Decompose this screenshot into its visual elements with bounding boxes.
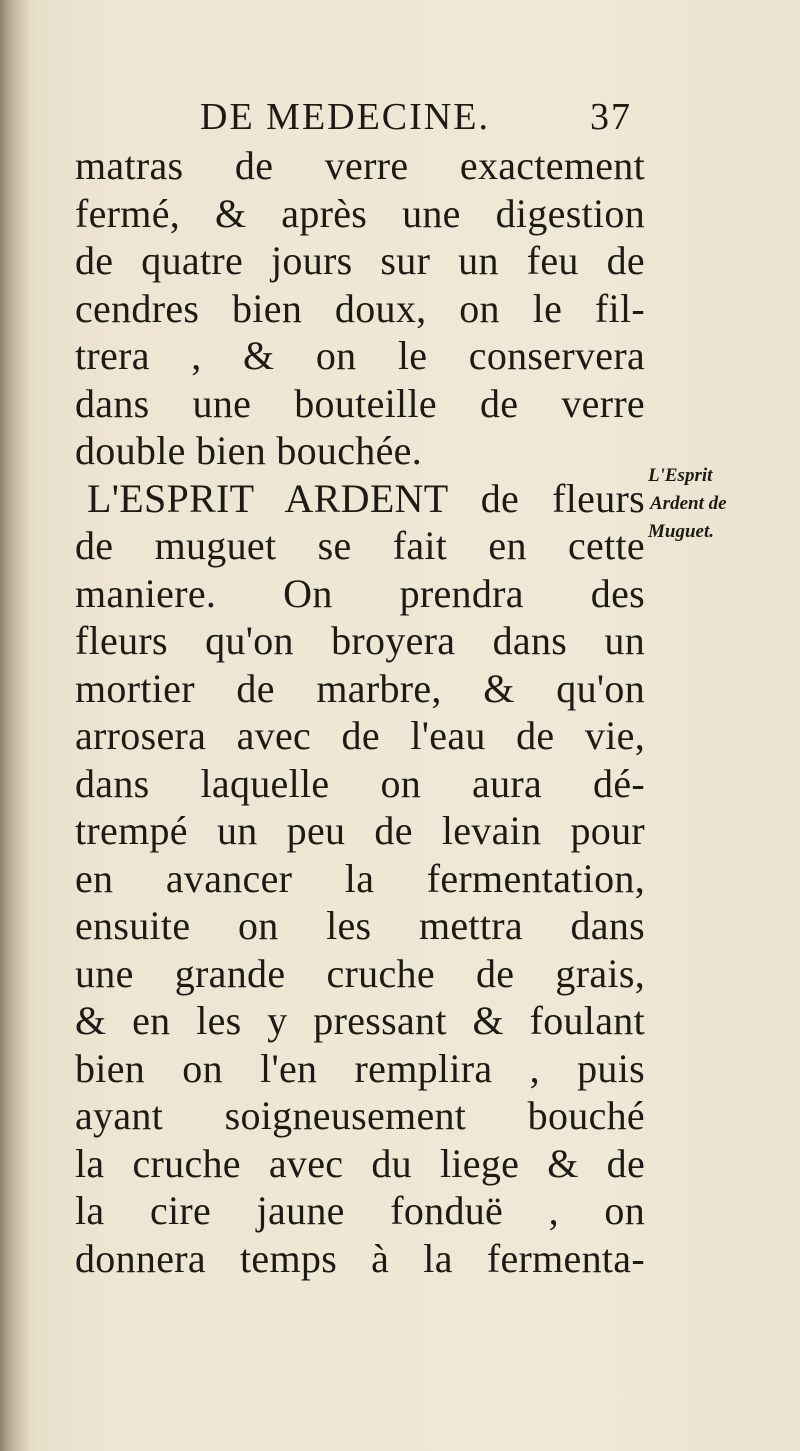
text-line: dans une bouteille de verre xyxy=(75,380,645,426)
page-header xyxy=(200,92,660,142)
text-line: ayant soigneusement bouché xyxy=(75,1093,645,1138)
text-line: double bien bouchée. xyxy=(75,428,422,473)
text-line: arrosera avec de l'eau de vie, xyxy=(75,713,645,758)
text-line: donnera temps à la fermenta- xyxy=(75,1235,645,1281)
text-line: fermé, & après une digestion xyxy=(75,190,645,236)
text-line: fleurs qu'on broyera dans un xyxy=(75,618,645,663)
text-line: de quatre jours sur un feu de xyxy=(75,238,645,283)
text-line: mortier de marbre, & qu'on xyxy=(75,665,645,711)
margin-note-line: Muguet. xyxy=(648,521,714,542)
text-line: bien on l'en remplira , puis xyxy=(75,1045,645,1091)
page-gutter xyxy=(0,0,30,1451)
text-line: trempé un peu de levain pour xyxy=(75,808,645,853)
text-line: en avancer la fermentation, xyxy=(75,855,645,901)
margin-note-line: Ardent de xyxy=(650,493,727,514)
page-number: 37 xyxy=(590,96,632,138)
running-title: DE MEDECINE. xyxy=(200,96,490,138)
text-line: de muguet se fait en cette xyxy=(75,523,645,568)
text-line: une grande cruche de grais, xyxy=(75,950,645,996)
text-line: maniere. On prendra des xyxy=(75,570,645,616)
body-text xyxy=(75,142,645,1282)
margin-note-line: L'Esprit xyxy=(648,465,713,486)
text-line: dans laquelle on aura dé- xyxy=(75,760,645,806)
text-line: trera , & on le conservera xyxy=(75,333,645,378)
text-line: ensuite on les mettra dans xyxy=(75,903,645,948)
margin-note xyxy=(648,462,798,546)
text-line: matras de verre exactement xyxy=(75,143,645,188)
text-line-section-start: L'ESPRIT ARDENT de fleurs xyxy=(87,475,645,521)
text-line: cendres bien doux, on le fil- xyxy=(75,285,645,331)
text-line: la cruche avec du liege & de xyxy=(75,1140,645,1186)
text-line: la cire jaune fonduë , on xyxy=(75,1188,645,1233)
text-line: & en les y pressant & foulant xyxy=(75,998,645,1043)
